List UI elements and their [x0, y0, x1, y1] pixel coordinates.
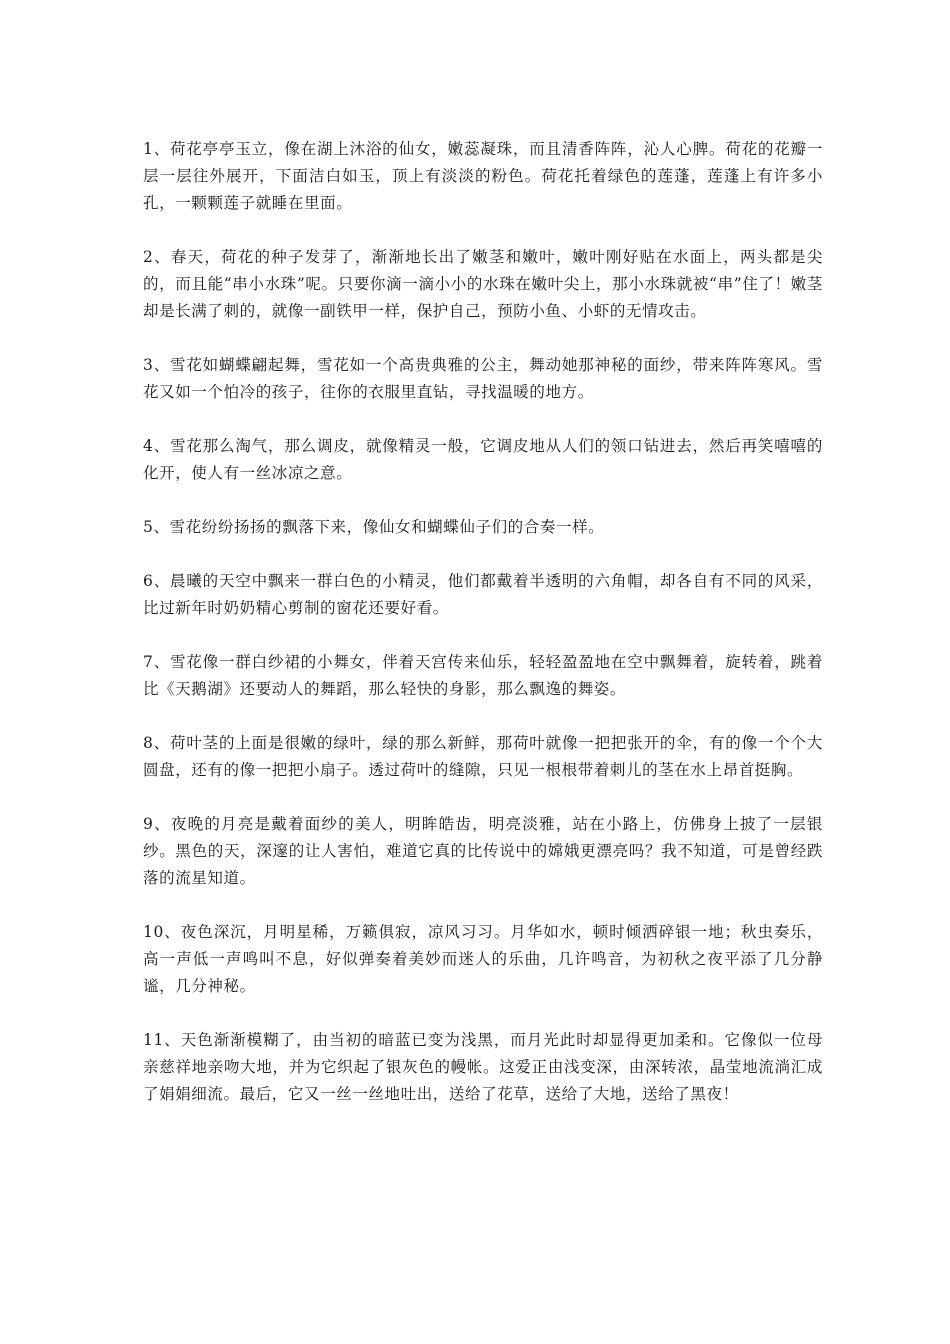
paragraph-11: 11、天色渐渐模糊了，由当初的暗蓝已变为浅黑，而月光此时却显得更加柔和。它像似一位母亲慈祥地亲吻大地，并为它织起了银灰色的幔帐。这爱正由浅变深，由深转浓，晶莹地流淌汇成了娟娟细流。最后，它又一丝一丝地吐出，送给了花草，送给了大地，送给了黑夜！ [143, 1031, 823, 1103]
paragraph-9: 9、夜晚的月亮是戴着面纱的美人，明眸皓齿，明亮淡雅，站在小路上，仿佛身上披了一层银纱。黑色的天，深邃的让人害怕，难道它真的比传说中的嫦娥更漂亮吗？我不知道，可是曾经跌落的流星知道。 [143, 815, 823, 887]
paragraph-3: 3、雪花如蝴蝶翩起舞，雪花如一个高贵典雅的公主，舞动她那神秘的面纱，带来阵阵寒风。雪花又如一个怕冷的孩子，往你的衣服里直钻，寻找温暖的地方。 [143, 356, 823, 401]
paragraph-6: 6、晨曦的天空中飘来一群白色的小精灵，他们都戴着半透明的六角帽，却各自有不同的风采，比过新年时奶奶精心剪制的窗花还要好看。 [143, 572, 823, 617]
paragraph-5: 5、雪花纷纷扬扬的飘落下来，像仙女和蝴蝶仙子们的合奏一样。 [143, 518, 605, 536]
document-body [143, 136, 823, 1135]
paragraph-4: 4、雪花那么淘气，那么调皮，就像精灵一般，它调皮地从人们的领口钻进去，然后再笑嘻嘻的化开，使人有一丝冰凉之意。 [143, 437, 823, 482]
paragraph-2: 2、春天，荷花的种子发芽了，渐渐地长出了嫩茎和嫩叶，嫩叶刚好贴在水面上，两头都是尖的，而且能“串小水珠”呢。只要你滴一滴小小的水珠在嫩叶尖上，那小水珠就被“串”住了！嫩茎却是长满了刺的，就像一副铁甲一样，保护自己，预防小鱼、小虾的无情攻击。 [143, 248, 823, 320]
paragraph-8: 8、荷叶茎的上面是很嫩的绿叶，绿的那么新鲜，那荷叶就像一把把张开的伞，有的像一个个大圆盘，还有的像一把把小扇子。透过荷叶的缝隙，只见一根根带着刺儿的茎在水上昂首挺胸。 [143, 734, 823, 779]
paragraph-7: 7、雪花像一群白纱裙的小舞女，伴着天宫传来仙乐，轻轻盈盈地在空中飘舞着，旋转着，跳着比《天鹅湖》还要动人的舞蹈，那么轻快的身影，那么飘逸的舞姿。 [143, 653, 823, 698]
paragraph-10: 10、夜色深沉，月明星稀，万籁俱寂，凉风习习。月华如水，顿时倾洒碎银一地；秋虫奏乐，高一声低一声鸣叫不息，好似弹奏着美妙而迷人的乐曲，几许鸣音，为初秋之夜平添了几分静谧，几分神秘。 [143, 923, 823, 995]
paragraph-1: 1、荷花亭亭玉立，像在湖上沐浴的仙女，嫩蕊凝珠，而且清香阵阵，沁人心脾。荷花的花瓣一层一层往外展开，下面洁白如玉，顶上有淡淡的粉色。荷花托着绿色的莲蓬，莲蓬上有许多小孔，一颗颗莲子就睡在里面。 [143, 140, 823, 212]
